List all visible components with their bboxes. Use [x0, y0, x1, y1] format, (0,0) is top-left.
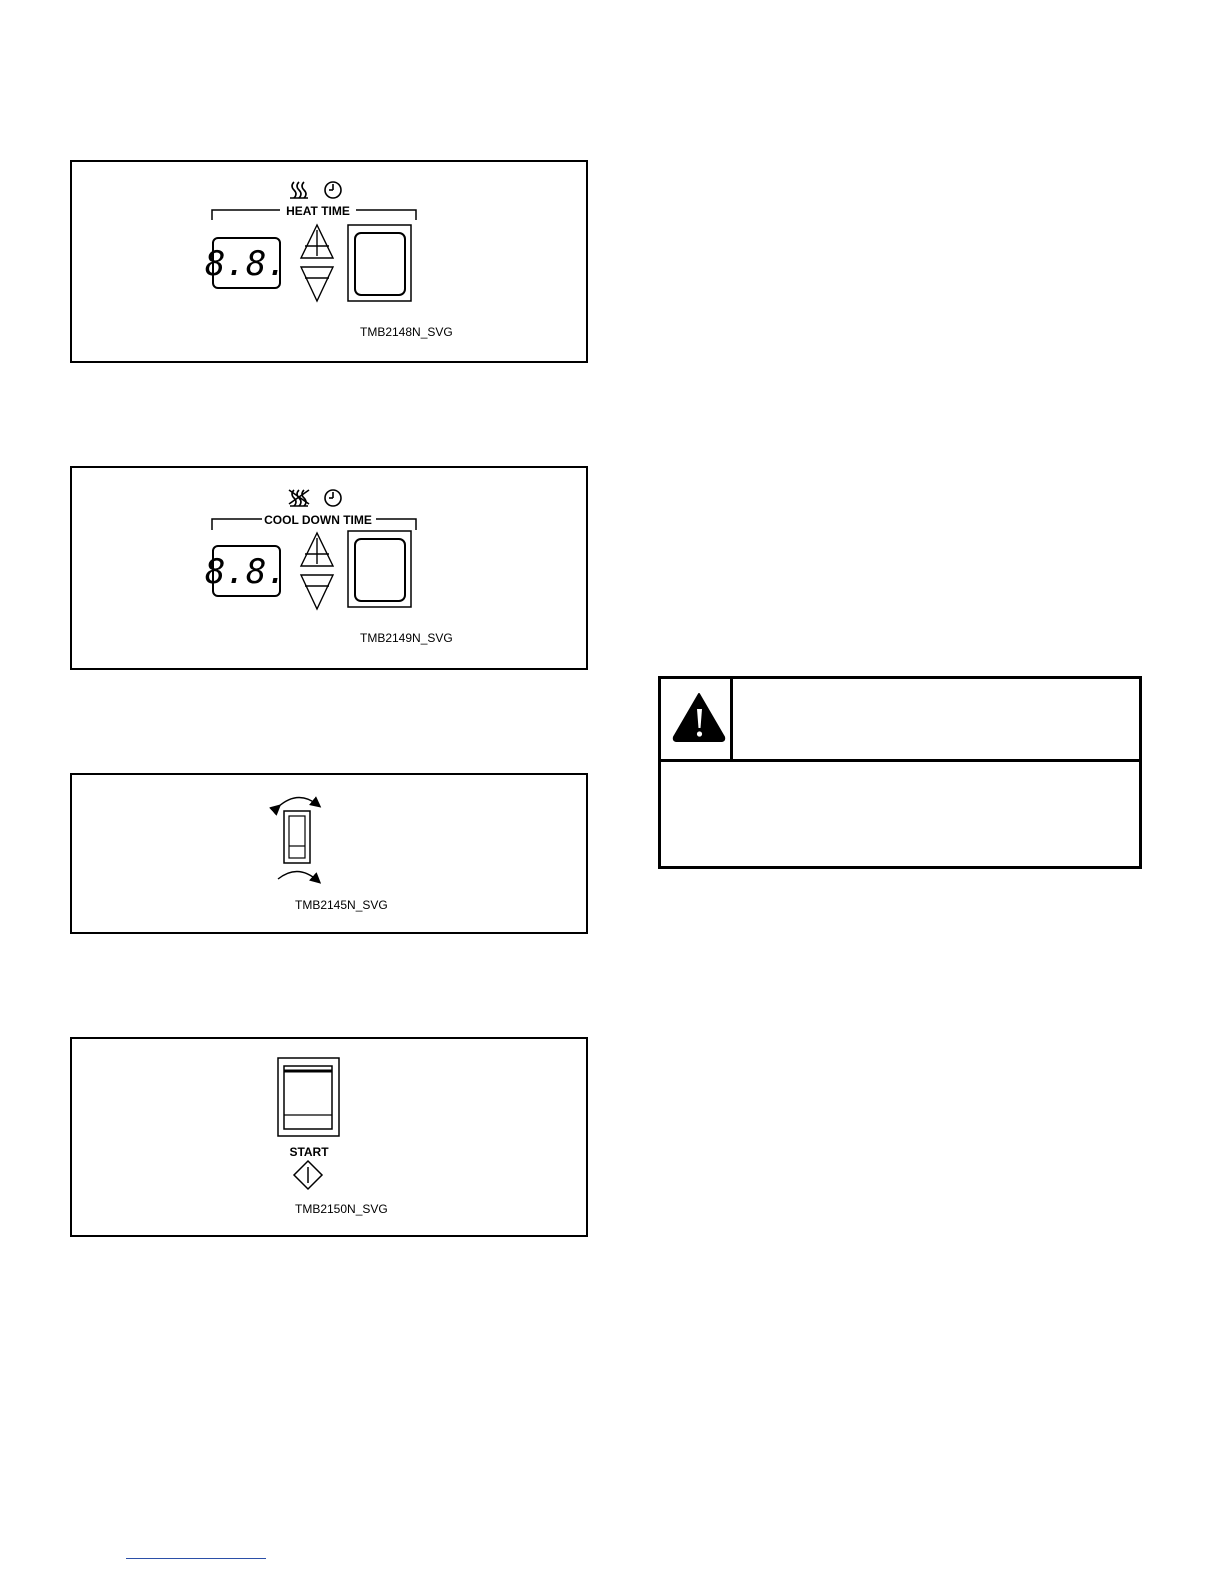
heat-time-select-key[interactable]: [348, 225, 411, 301]
no-heat-icon: [289, 490, 309, 506]
cool-down-time-figure: [70, 466, 588, 670]
start-button-figure-id: TMB2150N_SVG: [295, 1202, 388, 1216]
start-icon: [294, 1161, 322, 1189]
heat-time-figure: [70, 160, 588, 363]
warning-icon-cell: [661, 679, 733, 762]
cool-down-time-decrease-button[interactable]: [301, 575, 333, 609]
warning-header-cell: [733, 679, 1139, 762]
heat-icon: [290, 182, 308, 198]
heat-time-display-value: 8.8.: [205, 244, 287, 284]
cool-down-time-select-key[interactable]: [348, 531, 411, 607]
rocker-switch-figure-id: TMB2145N_SVG: [295, 898, 388, 912]
heat-time-increase-button[interactable]: [301, 225, 333, 258]
footer-rule: [126, 1558, 266, 1559]
heat-time-label: HEAT TIME: [286, 204, 350, 218]
cool-down-time-display-value: 8.8.: [205, 552, 287, 592]
clock-icon: [325, 490, 341, 506]
start-button-figure: [70, 1037, 588, 1237]
cool-down-time-panel-drawing: [72, 468, 590, 672]
heat-time-figure-id: TMB2148N_SVG: [360, 325, 453, 339]
warning-box: [658, 676, 1142, 869]
heat-time-decrease-button[interactable]: [301, 267, 333, 301]
heat-time-panel-drawing: [72, 162, 590, 365]
warning-triangle-icon: [661, 679, 730, 759]
cool-down-time-figure-id: TMB2149N_SVG: [360, 631, 453, 645]
start-button[interactable]: [278, 1058, 339, 1136]
cool-down-time-increase-button[interactable]: [301, 533, 333, 566]
start-label: START: [289, 1145, 329, 1159]
rocker-switch-figure: [70, 773, 588, 934]
rocker-switch[interactable]: [284, 811, 310, 863]
cool-down-time-label: COOL DOWN TIME: [264, 513, 372, 527]
clock-icon: [325, 182, 341, 198]
